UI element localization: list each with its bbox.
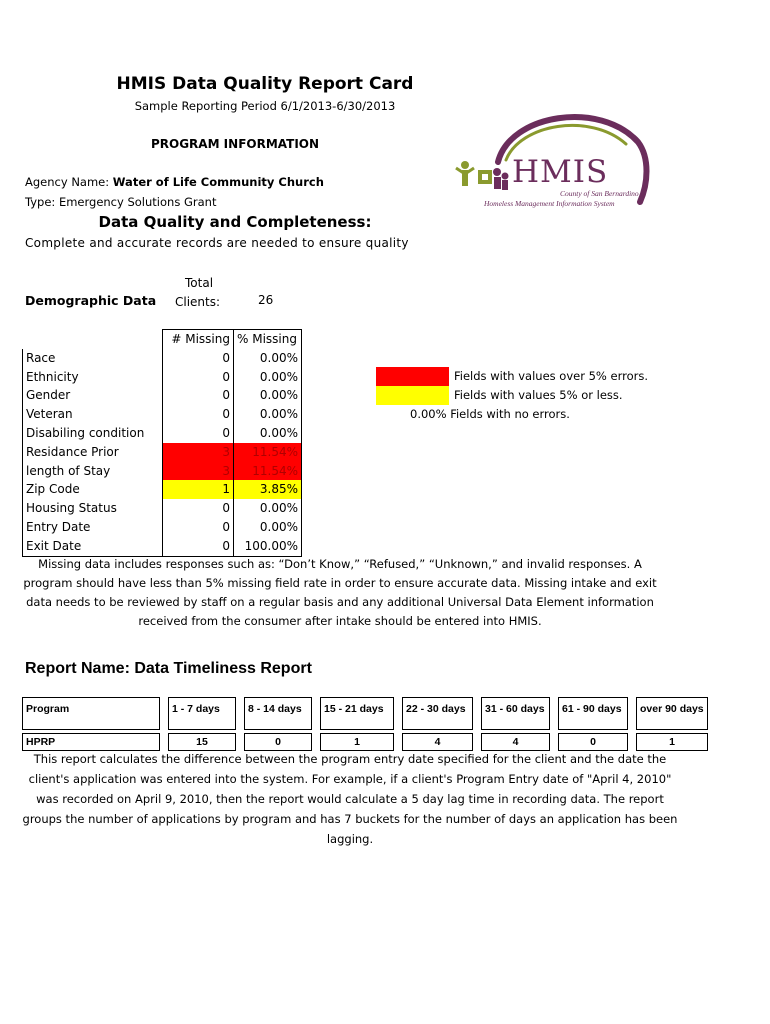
agency-name-label: Agency Name:: [25, 175, 110, 189]
missing-count: 0: [163, 405, 234, 424]
row-gap: [550, 734, 559, 751]
table-row: [23, 537, 302, 556]
missing-count: 0: [163, 499, 234, 518]
demographic-data-label: Demographic Data: [25, 293, 157, 308]
logo-text: HMIS: [512, 154, 609, 190]
logo-line2: Homeless Management Information System: [484, 199, 615, 208]
missing-percent: 3.85%: [234, 480, 302, 499]
missing-percent: 0.00%: [234, 499, 302, 518]
missing-count: 0: [163, 518, 234, 537]
timeliness-col-header: Program: [23, 698, 160, 730]
timeliness-col-header: 15 - 21 days: [321, 698, 394, 730]
total-label-line2: Clients:: [175, 295, 221, 309]
program-type-value: Emergency Solutions Grant: [58, 195, 217, 209]
legend-yellow-text: Fields with values 5% or less.: [454, 388, 623, 402]
table-row: [23, 518, 302, 537]
logo-line1: County of San Bernardino: [560, 189, 639, 198]
timeliness-note: This report calculates the difference between the program entry date specified for the client and the date the client's application was entered into the system. For example, if a client's Program Entry date of "April 4, 2010" was recorded on April 9, 2010, then the report would calculate a 5 day lag time in recording data. The report groups the number of applications by program and has 7 buckets for the number of days an application has been lagging.: [22, 752, 678, 846]
table-row: [23, 405, 302, 424]
total-clients-label: [175, 274, 220, 312]
timeliness-col-header: 8 - 14 days: [245, 698, 312, 730]
missing-count: 3: [163, 443, 234, 462]
field-label: Ethnicity: [23, 368, 163, 387]
missing-data-note: Missing data includes responses such as: “Don’t Know,” “Refused,” “Unknown,” and invalid responses. A program should have less than 5% missing field rate in order to ensure accurate data. Missing intake and exit data needs to be reviewed by staff on a regular basis and any additional Universal Data Element information received from the consumer after intake should be entered into HMIS.: [23, 557, 657, 628]
missing-percent: 0.00%: [234, 368, 302, 387]
row-gap: [473, 734, 482, 751]
missing-percent: 11.54%: [234, 462, 302, 481]
field-label: Exit Date: [23, 537, 163, 556]
col-pct-header: % Missing: [234, 330, 302, 349]
missing-count: 0: [163, 537, 234, 556]
missing-count: 1: [163, 480, 234, 499]
data-quality-subtitle: Complete and accurate records are needed to ensure quality: [25, 236, 409, 250]
header-gap: [236, 698, 245, 730]
legend-yellow-swatch: [376, 386, 449, 405]
program-type: [25, 195, 216, 209]
table-header-row: [23, 330, 302, 349]
table-row: [23, 462, 302, 481]
timeliness-cell: 0: [245, 734, 312, 751]
timeliness-header-row: [23, 698, 708, 730]
field-label: Race: [23, 349, 163, 368]
field-label: Housing Status: [23, 499, 163, 518]
timeliness-cell: 4: [482, 734, 550, 751]
timeliness-col-header: 61 - 90 days: [559, 698, 628, 730]
header-gap: [550, 698, 559, 730]
missing-count: 0: [163, 349, 234, 368]
table-row: [23, 443, 302, 462]
people-icon: [456, 161, 509, 190]
missing-count: 0: [163, 368, 234, 387]
header-gap: [160, 698, 169, 730]
timeliness-cell: 15: [169, 734, 236, 751]
missing-percent: 0.00%: [234, 405, 302, 424]
table-row: [23, 368, 302, 387]
total-clients-value: 26: [258, 293, 274, 307]
field-label: length of Stay: [23, 462, 163, 481]
missing-percent: 0.00%: [234, 386, 302, 405]
timeliness-table: [22, 697, 708, 751]
total-label-line1: Total: [185, 276, 214, 290]
timeliness-data-row: [23, 734, 708, 751]
timeliness-col-header: 22 - 30 days: [403, 698, 473, 730]
row-gap: [160, 734, 169, 751]
table-row: [23, 349, 302, 368]
legend-red-text: Fields with values over 5% errors.: [454, 369, 648, 383]
col-missing-header: # Missing: [163, 330, 234, 349]
header-gap: [312, 698, 321, 730]
timeliness-cell: 1: [637, 734, 708, 751]
timeliness-col-header: 1 - 7 days: [169, 698, 236, 730]
timeliness-cell: 1: [321, 734, 394, 751]
row-gap: [628, 734, 637, 751]
missing-count: 0: [163, 386, 234, 405]
field-label: Disabiling condition: [23, 424, 163, 443]
field-label: Gender: [23, 386, 163, 405]
field-label: Residance Prior: [23, 443, 163, 462]
header-gap: [394, 698, 403, 730]
legend-ok-text: Fields with no errors.: [450, 407, 570, 421]
missing-count: 3: [163, 462, 234, 481]
missing-percent: 0.00%: [234, 518, 302, 537]
missing-percent: 0.00%: [234, 424, 302, 443]
row-gap: [312, 734, 321, 751]
reporting-period: Sample Reporting Period 6/1/2013-6/30/2013: [134, 99, 396, 113]
legend-ok: [410, 407, 570, 421]
program-type-label: Type:: [25, 195, 56, 209]
field-label: Zip Code: [23, 480, 163, 499]
data-quality-title: Data Quality and Completeness:: [98, 213, 372, 231]
missing-percent: 100.00%: [234, 537, 302, 556]
agency-name: [25, 175, 324, 189]
timeliness-cell: HPRP: [23, 734, 160, 751]
table-row: [23, 499, 302, 518]
field-label: Veteran: [23, 405, 163, 424]
missing-count: 0: [163, 424, 234, 443]
field-label: Entry Date: [23, 518, 163, 537]
timeliness-col-header: 31 - 60 days: [482, 698, 550, 730]
report-title: HMIS Data Quality Report Card: [116, 74, 414, 94]
timeliness-cell: 0: [559, 734, 628, 751]
hmis-logo: [450, 102, 650, 217]
header-gap: [628, 698, 637, 730]
timeliness-report-title: Report Name: Data Timeliness Report: [25, 660, 312, 677]
agency-name-value: Water of Life Community Church: [112, 175, 324, 189]
timeliness-cell: 4: [403, 734, 473, 751]
timeliness-col-header: over 90 days: [637, 698, 708, 730]
row-gap: [236, 734, 245, 751]
table-row: [23, 480, 302, 499]
header-gap: [473, 698, 482, 730]
missing-percent: 11.54%: [234, 443, 302, 462]
legend-red-swatch: [376, 367, 449, 386]
header-blank: [23, 330, 163, 349]
missing-percent: 0.00%: [234, 349, 302, 368]
legend-ok-value: 0.00%: [410, 407, 447, 421]
table-row: [23, 424, 302, 443]
program-info-heading: PROGRAM INFORMATION: [150, 137, 320, 151]
row-gap: [394, 734, 403, 751]
table-row: [23, 386, 302, 405]
missing-data-table: [22, 329, 302, 557]
